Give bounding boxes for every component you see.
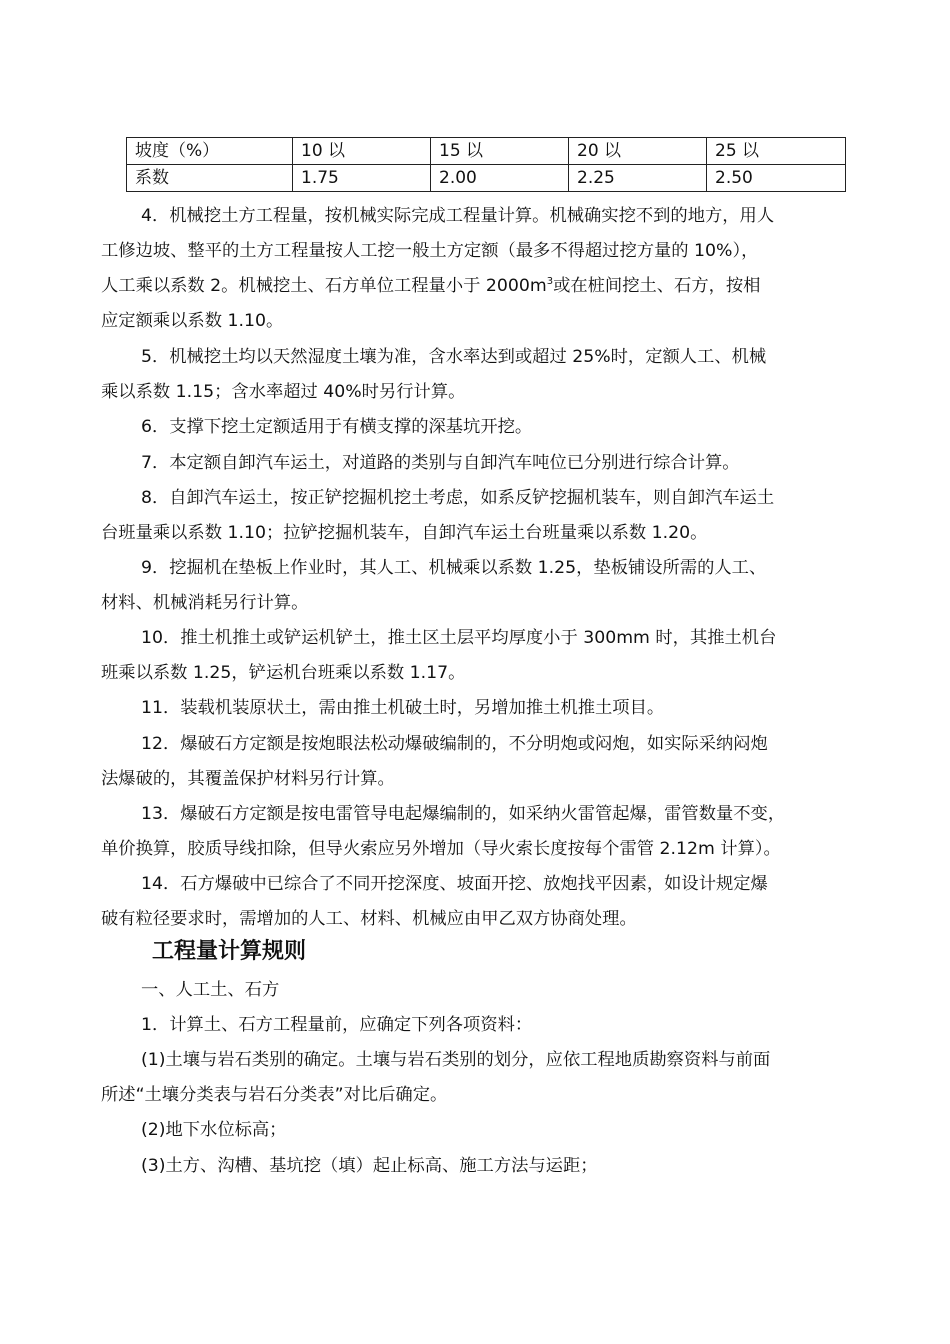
paragraph-4 xyxy=(101,199,846,339)
text-line: 5．机械挖土均以天然湿度土壤为准，含水率达到或超过 25%时，定额人工、机械 xyxy=(141,347,767,367)
paragraph-13 xyxy=(101,797,846,867)
text-line: 7．本定额自卸汽车运土，对道路的类别与自卸汽车吨位已分别进行综合计算。 xyxy=(141,453,740,473)
paragraph-11 xyxy=(101,691,846,726)
table-cell: 15 以 xyxy=(431,138,569,165)
text-line: 工修边坡、整平的土方工程量按人工挖一般土方定额（最多不得超过挖方量的 10%）， xyxy=(101,241,759,261)
paragraph-9 xyxy=(101,551,846,621)
table-cell: 系数 xyxy=(127,165,293,192)
text-line: (3)土方、沟槽、基坑挖（填）起止标高、施工方法与运距； xyxy=(141,1156,598,1176)
paragraph-6 xyxy=(101,410,846,445)
subsection-title xyxy=(101,973,846,1008)
text-line: 班乘以系数 1.25，铲运机台班乘以系数 1.17。 xyxy=(101,663,466,683)
text-line: 乘以系数 1.15；含水率超过 40%时另行计算。 xyxy=(101,382,466,402)
text-line xyxy=(101,269,846,304)
table-cell: 坡度（%） xyxy=(127,138,293,165)
text-line: 14．石方爆破中已综合了不同开挖深度、坡面开挖、放炮找平因素，如设计规定爆 xyxy=(141,874,768,894)
text-line: 4．机械挖土方工程量，按机械实际完成工程量计算。机械确实挖不到的地方，用人 xyxy=(141,206,775,226)
sub-item-2 xyxy=(101,1113,846,1148)
text-line: 6．支撑下挖土定额适用于有横支撑的深基坑开挖。 xyxy=(141,417,533,437)
text-line: 9．挖掘机在垫板上作业时，其人工、机械乘以系数 1.25，垫板铺设所需的人工、 xyxy=(141,558,767,578)
table-row xyxy=(127,138,846,165)
text-line: 单价换算，胶质导线扣除，但导火索应另外增加（导火索长度按每个雷管 2.12m 计算）。 xyxy=(101,839,781,859)
paragraph-5 xyxy=(101,340,846,410)
text-line: 台班量乘以系数 1.10；拉铲挖掘机装车，自卸汽车运土台班量乘以系数 1.20。 xyxy=(101,523,708,543)
slope-coefficient-table xyxy=(126,137,846,192)
item-1 xyxy=(101,1008,846,1043)
table-row xyxy=(127,165,846,192)
text-line: 1．计算土、石方工程量前，应确定下列各项资料： xyxy=(141,1015,533,1035)
table-cell: 2.25 xyxy=(569,165,707,192)
text-line: 破有粒径要求时，需增加的人工、材料、机械应由甲乙双方协商处理。 xyxy=(101,909,637,929)
section-heading: 工程量计算规则 xyxy=(152,939,307,964)
text-line: 所述“土壤分类表与岩石分类表”对比后确定。 xyxy=(101,1085,448,1105)
table-cell: 10 以 xyxy=(293,138,431,165)
text-line: 8．自卸汽车运土，按正铲挖掘机挖土考虑，如系反铲挖掘机装车，则自卸汽车运土 xyxy=(141,488,775,508)
text-fragment: 人工乘以系数 2。机械挖土、石方单位工程量小于 2000m xyxy=(101,276,547,296)
text-fragment: 或在桩间挖土、石方，按相 xyxy=(553,276,761,296)
text-line: 一、人工土、石方 xyxy=(141,980,280,1000)
text-line: 13．爆破石方定额是按电雷管导电起爆编制的，如采纳火雷管起爆，雷管数量不变， xyxy=(141,804,786,824)
superscript: 3 xyxy=(546,276,554,287)
table-cell: 20 以 xyxy=(569,138,707,165)
text-line: (1)土壤与岩石类别的确定。土壤与岩石类别的划分，应依工程地质勘察资料与前面 xyxy=(141,1050,771,1070)
text-line: (2)地下水位标高； xyxy=(141,1120,287,1140)
text-line: 12．爆破石方定额是按炮眼法松动爆破编制的，不分明炮或闷炮，如实际采纳闷炮 xyxy=(141,734,768,754)
text-line: 11．装载机装原状土，需由推土机破土时，另增加推土机推土项目。 xyxy=(141,698,665,718)
paragraph-10 xyxy=(101,621,846,691)
table-cell: 2.50 xyxy=(707,165,846,192)
table-cell: 2.00 xyxy=(431,165,569,192)
paragraph-7 xyxy=(101,446,846,481)
table-cell: 25 以 xyxy=(707,138,846,165)
sub-item-3 xyxy=(101,1149,846,1184)
paragraph-8 xyxy=(101,481,846,551)
table-cell: 1.75 xyxy=(293,165,431,192)
text-line: 10．推土机推土或铲运机铲土，推土区土层平均厚度小于 300mm 时，其推土机台 xyxy=(141,628,777,648)
paragraph-12 xyxy=(101,727,846,797)
text-line: 法爆破的，其覆盖保护材料另行计算。 xyxy=(101,769,395,789)
text-line: 应定额乘以系数 1.10。 xyxy=(101,311,284,331)
sub-item-1 xyxy=(101,1043,846,1113)
paragraph-14 xyxy=(101,867,846,937)
text-line: 材料、机械消耗另行计算。 xyxy=(101,593,309,613)
